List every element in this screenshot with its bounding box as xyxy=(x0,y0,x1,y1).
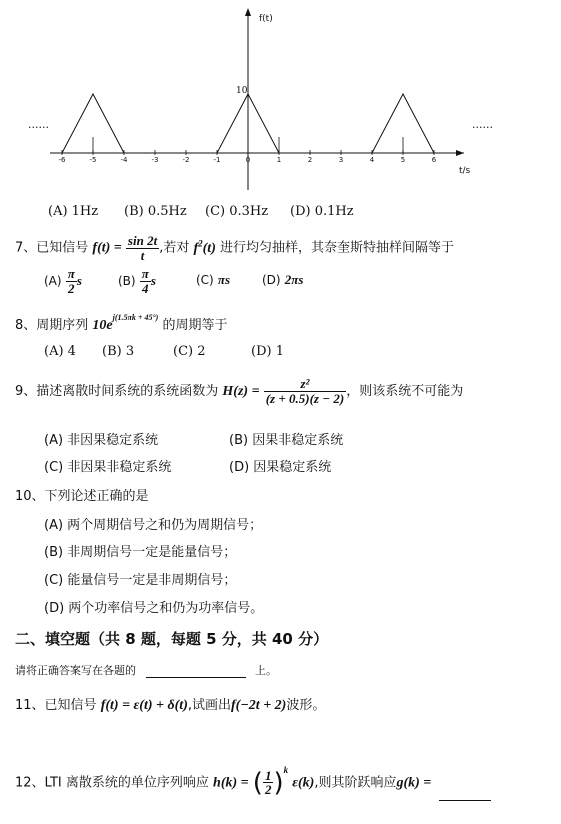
q9-suffix: ，则该系统不可能为 xyxy=(346,384,464,399)
x-tick-label: -2 xyxy=(182,156,190,164)
q11-expr: f(t) = ε(t) + δ(t) xyxy=(100,698,188,713)
plot-xlabel: t/s xyxy=(459,166,471,176)
q10-title: 10、下列论述正确的是 xyxy=(15,489,149,504)
q8-base: 10e xyxy=(92,318,113,333)
q8-question xyxy=(15,314,227,334)
answer-blank xyxy=(146,677,246,678)
q10-option-b[interactable]: (B) 非周期信号一定是能量信号； xyxy=(44,545,237,560)
q9-num: z² xyxy=(264,377,346,392)
q8-prefix: 8、周期序列 xyxy=(15,318,89,333)
q12-question: 12、LTI 离散系统的单位序列响应 h(k) = ( $\frac{1}{2}$ )$^k$ ε(k),则其阶跃响应g(k) = xyxy=(15,760,491,801)
q7-option-d[interactable]: (D) 2πs xyxy=(262,272,304,287)
q7-num: sin 2t xyxy=(127,233,158,249)
section-instruction: 请将正确答案写在各题的 上。 xyxy=(15,664,277,677)
q11-expr2: f(−2t + 2) xyxy=(231,698,287,713)
y-axis-arrow xyxy=(245,8,251,16)
q7-f2: $f^2(t)$ xyxy=(193,238,216,256)
signal-plot xyxy=(0,0,561,195)
q8-option-b[interactable]: (B) 3 xyxy=(102,344,135,359)
q7-fraction xyxy=(126,234,159,262)
q12-fraction: $\frac{1}{2}$ xyxy=(264,767,272,798)
q11-question xyxy=(15,694,325,714)
x-tick-label: 1 xyxy=(276,156,282,164)
q7-prefix: 7、已知信号 xyxy=(15,240,89,256)
q7-option-c[interactable]: (C) πs xyxy=(196,272,231,287)
q11-mid: ,试画出 xyxy=(187,698,231,713)
q9-option-a[interactable]: (A) 非因果稳定系统 xyxy=(44,433,159,448)
q12-eps: ε(k) xyxy=(292,775,315,791)
plot-ylabel: f(t) xyxy=(259,14,273,24)
q9-H: H(z) = xyxy=(222,384,260,399)
q9-den: (z + 0.5)(z − 2) xyxy=(265,391,345,406)
q6-option-c[interactable]: (C) 0.3Hz xyxy=(205,204,269,219)
q6-option-d[interactable]: (D) 0.1Hz xyxy=(290,204,354,219)
q12-h: h(k) = xyxy=(213,775,249,791)
q10-option-c[interactable]: (C) 能量信号一定是非周期信号； xyxy=(44,573,237,588)
q7-question xyxy=(15,228,455,263)
q8-option-a[interactable]: (A) 4 xyxy=(44,344,76,359)
x-axis-arrow xyxy=(456,150,464,156)
x-tick-label: -1 xyxy=(213,156,221,164)
x-tick-label: -6 xyxy=(58,156,66,164)
q9-prefix: 9、描述离散时间系统的系统函数为 xyxy=(15,384,219,399)
q6-option-b[interactable]: (B) 0.5Hz xyxy=(124,204,187,219)
q7-suffix: 进行均匀抽样，其奈奎斯特抽样间隔等于 xyxy=(220,240,455,256)
q10-option-d[interactable]: (D) 两个功率信号之和仍为功率信号。 xyxy=(44,601,264,616)
q9-question xyxy=(15,375,463,409)
q6-option-a[interactable]: (A) 1Hz xyxy=(48,204,99,219)
q12-mid: ,则其阶跃响应 xyxy=(314,775,397,791)
q8-suffix: 的周期等于 xyxy=(162,318,228,333)
q8-option-d[interactable]: (D) 1 xyxy=(251,344,284,359)
q11-prefix: 11、已知信号 xyxy=(15,698,97,713)
x-tick-label: 6 xyxy=(431,156,437,164)
q7-den: t xyxy=(140,247,145,263)
x-tick-label: 0 xyxy=(245,156,251,164)
plot-peak-label: 10 xyxy=(236,86,248,96)
q11-suffix: 波形。 xyxy=(286,698,326,713)
plot-dots-right: ...... xyxy=(472,118,493,131)
q7-option-a[interactable]: (A) $\frac{\pi}{2}$ s xyxy=(44,266,82,296)
plot-dots-left: ...... xyxy=(28,118,49,131)
x-tick-label: 2 xyxy=(307,156,313,164)
q7-f: f(t) = xyxy=(92,240,122,256)
q7-mid: ,若对 xyxy=(159,240,190,256)
q9-option-c[interactable]: (C) 非因果非稳定系统 xyxy=(44,460,172,475)
q9-option-d[interactable]: (D) 因果稳定系统 xyxy=(229,460,332,475)
q12-sup: k xyxy=(283,765,289,775)
x-tick-label: 3 xyxy=(338,156,344,164)
q7-option-b[interactable]: (B) $\frac{\pi}{4}$ s xyxy=(118,266,156,296)
x-tick-label: -5 xyxy=(89,156,97,164)
q12-prefix: 12、LTI 离散系统的单位序列响应 xyxy=(15,775,209,791)
x-tick-label: -4 xyxy=(120,156,128,164)
q8-exp: j(1.5πk + 45°) xyxy=(112,312,159,322)
q8-option-c[interactable]: (C) 2 xyxy=(173,344,206,359)
q12-g: g(k) = xyxy=(396,775,432,791)
q12-answer-blank[interactable] xyxy=(439,786,491,801)
q9-option-b[interactable]: (B) 因果非稳定系统 xyxy=(229,433,344,448)
x-tick-label: 4 xyxy=(369,156,375,164)
q10-option-a[interactable]: (A) 两个周期信号之和仍为周期信号； xyxy=(44,518,263,533)
x-tick-label: 5 xyxy=(400,156,406,164)
x-tick-label: -3 xyxy=(151,156,159,164)
section-title: 二、填空题（共 8 题，每题 5 分，共 40 分） xyxy=(15,630,329,648)
q9-fraction xyxy=(264,377,346,405)
